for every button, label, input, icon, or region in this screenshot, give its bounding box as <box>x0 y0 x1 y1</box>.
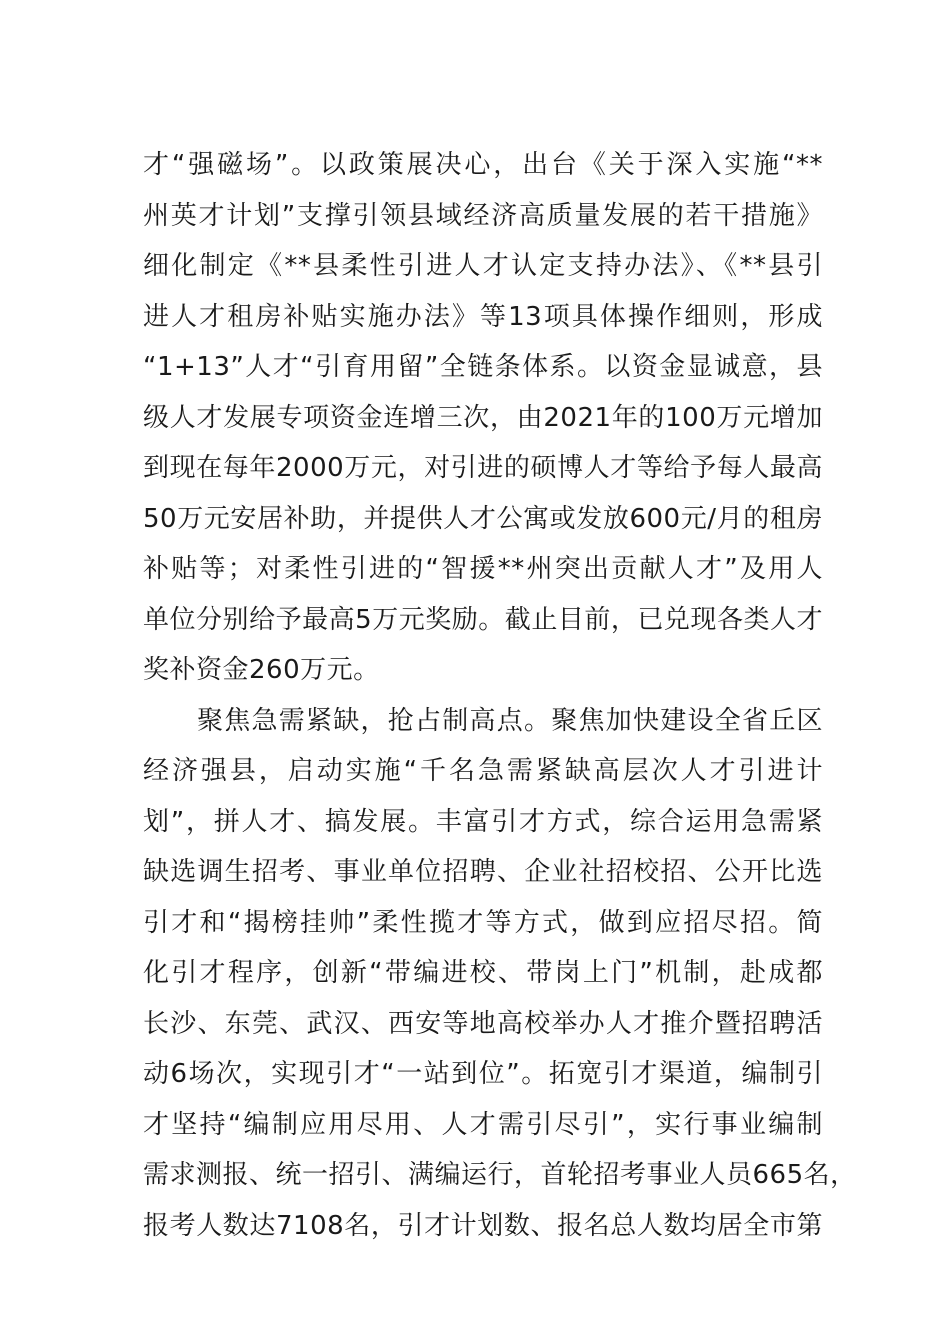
text-line: 长沙、东莞、武汉、西安等地高校举办人才推介暨招聘活 <box>143 1008 823 1039</box>
text-line: 级人才发展专项资金连增三次，由2021年的100万元增加 <box>143 402 823 433</box>
text-line: 进人才租房补贴实施办法》等13项具体操作细则，形成 <box>143 301 823 332</box>
text-line: 细化制定《**县柔性引进人才认定支持办法》、《**县引 <box>143 251 823 281</box>
text-line: 动6场次，实现引才“一站到位”。拓宽引才渠道，编制引 <box>143 1059 823 1089</box>
text-line: 报考人数达7108名，引才计划数、报名总人数均居全市第 <box>143 1210 823 1241</box>
document-body <box>143 140 857 1251</box>
text-line: 经济强县，启动实施“千名急需紧缺高层次人才引进计 <box>143 756 823 786</box>
paragraph-urgent-talent <box>143 696 857 1252</box>
text-line: 聚焦急需紧缺，抢占制高点。聚焦加快建设全省丘区 <box>197 705 823 736</box>
text-line: 才“强磁场”。以政策展决心，出台《关于深入实施“** <box>143 150 823 180</box>
text-line: “1+13”人才“引育用留”全链条体系。以资金显诚意，县 <box>143 352 823 382</box>
text-line: 50万元安居补助，并提供人才公寓或发放600元/月的租房 <box>143 503 823 534</box>
text-line: 划”，拼人才、搞发展。丰富引才方式，综合运用急需紧 <box>143 806 823 837</box>
text-line: 补贴等；对柔性引进的“智援**州突出贡献人才”及用人 <box>143 554 823 584</box>
text-line: 奖补资金260万元。 <box>143 655 380 685</box>
paragraph-talent-policy <box>143 140 823 696</box>
text-line: 化引才程序，创新“带编进校、带岗上门”机制，赴成都 <box>143 958 823 988</box>
text-line: 单位分别给予最高5万元奖励。截止目前，已兑现各类人才 <box>143 604 823 635</box>
text-line: 缺选调生招考、事业单位招聘、企业社招校招、公开比选 <box>143 857 823 887</box>
text-line: 引才和“揭榜挂帅”柔性揽才等方式，做到应招尽招。简 <box>143 907 823 938</box>
text-line: 到现在每年2000万元，对引进的硕博人才等给予每人最高 <box>143 453 823 483</box>
text-line: 州英才计划”支撑引领县域经济高质量发展的若干措施》 <box>143 200 823 231</box>
text-line: 需求测报、统一招引、满编运行，首轮招考事业人员665名， <box>143 1160 857 1190</box>
text-line: 才坚持“编制应用尽用、人才需引尽引”，实行事业编制 <box>143 1109 823 1140</box>
